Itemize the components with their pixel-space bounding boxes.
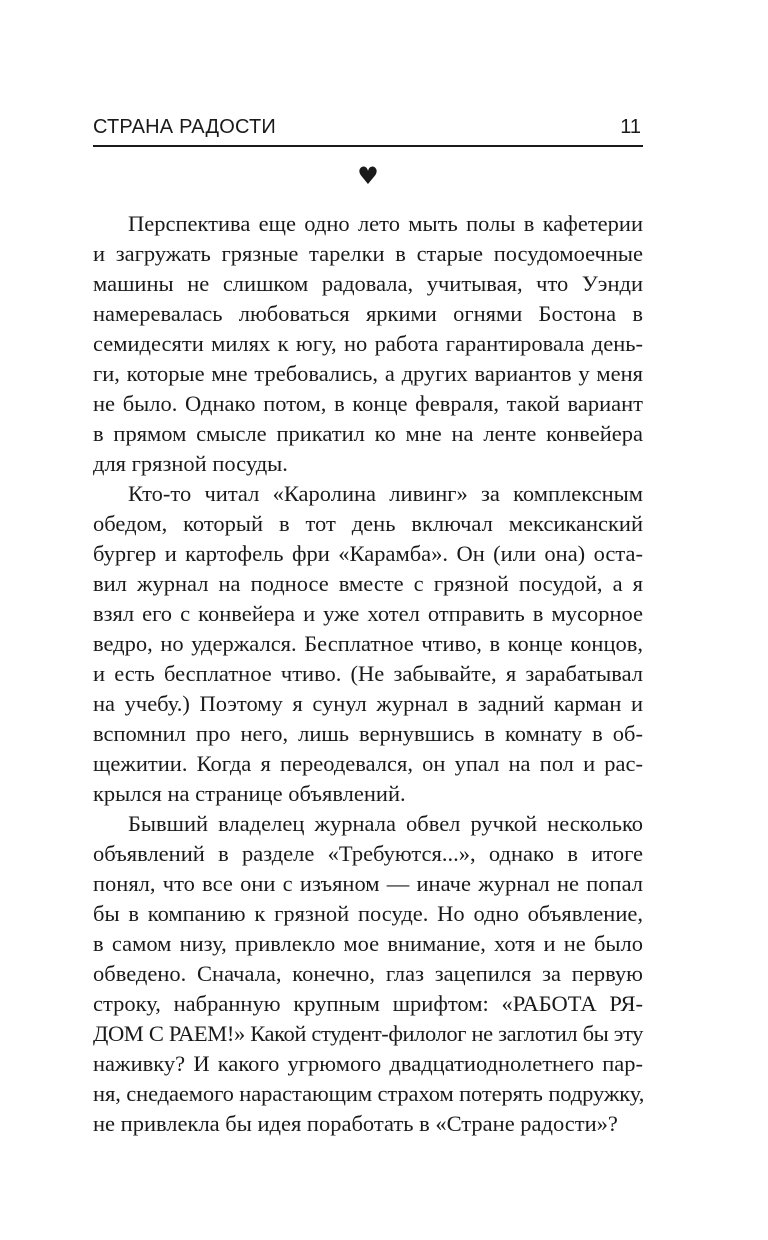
text-line: намеревалась любоваться яркими огнями Бостона в [93,301,643,326]
page-number: 11 [620,116,641,138]
body-text [93,209,643,1139]
text-line: ня, снедаемого нарастающим страхом потерять подружку, [93,1081,645,1106]
text-line: понял, что все они с изъяном — иначе журнал не попал [93,871,643,896]
heart-icon: ♥ [357,162,379,190]
text-line: в самом низу, привлекло мое внимание, хотя и не было [93,931,643,956]
running-title: СТРАНА РАДОСТИ [93,116,276,138]
text-line: строку, набранную крупным шрифтом: «РАБОТА РЯ- [93,991,643,1016]
text-line: обедом, который в тот день включал мексиканский [93,511,643,536]
text-line: Бывший владелец журнала обвел ручкой несколько [128,811,643,836]
text-line: не было. Однако потом, в конце февраля, такой вариант [93,391,643,416]
text-line: ги, которые мне требовались, а других вариантов у меня [93,361,643,386]
text-line: бы в компанию к грязной посуде. Но одно объявление, [93,901,643,926]
text-line: в прямом смысле прикатил ко мне на ленте конвейера [93,421,643,446]
text-line: объявлений в разделе «Требуются...», однако в итоге [93,841,643,866]
text-line: для грязной посуды. [93,451,288,476]
text-line: обведено. Сначала, конечно, глаз зацепился за первую [93,961,643,986]
text-line: вил журнал на подносе вместе с грязной посудой, а я [93,571,643,596]
text-line: Кто-то читал «Каролина ливинг» за комплексным [128,481,643,506]
text-line: щежитии. Когда я переодевался, он упал на пол и рас- [93,751,643,776]
text-line: вспомнил про него, лишь вернувшись в комнату в об- [93,721,643,746]
text-line: и есть бесплатное чтиво. (Не забывайте, я зарабатывал [93,661,643,686]
text-line: машины не слишком радовала, учитывая, что Уэнди [93,271,643,296]
text-line: наживку? И какого угрюмого двадцатиоднолетнего пар- [93,1051,643,1076]
text-line: ведро, но удержался. Бесплатное чтиво, в конце концов, [93,631,643,656]
text-line: семидесяти милях к югу, но работа гарантировала день- [93,331,643,356]
text-line: на учебу.) Поэтому я сунул журнал в задний карман и [93,691,643,716]
text-line: взял его с конвейера и уже хотел отправить в мусорное [93,601,643,626]
running-head [93,113,643,147]
text-line: не привлекла бы идея поработать в «Стране радости»? [93,1111,618,1136]
text-line: ДОМ С РАЕМ!» Какой студент-филолог не заглотил бы эту [93,1021,643,1046]
text-line: Перспектива еще одно лето мыть полы в кафетерии [128,211,643,236]
text-line: и загружать грязные тарелки в старые посудомоечные [93,241,643,266]
text-line: крылся на странице объявлений. [93,781,406,806]
text-line: бургер и картофель фри «Карамба». Он (или она) оста- [93,541,643,566]
